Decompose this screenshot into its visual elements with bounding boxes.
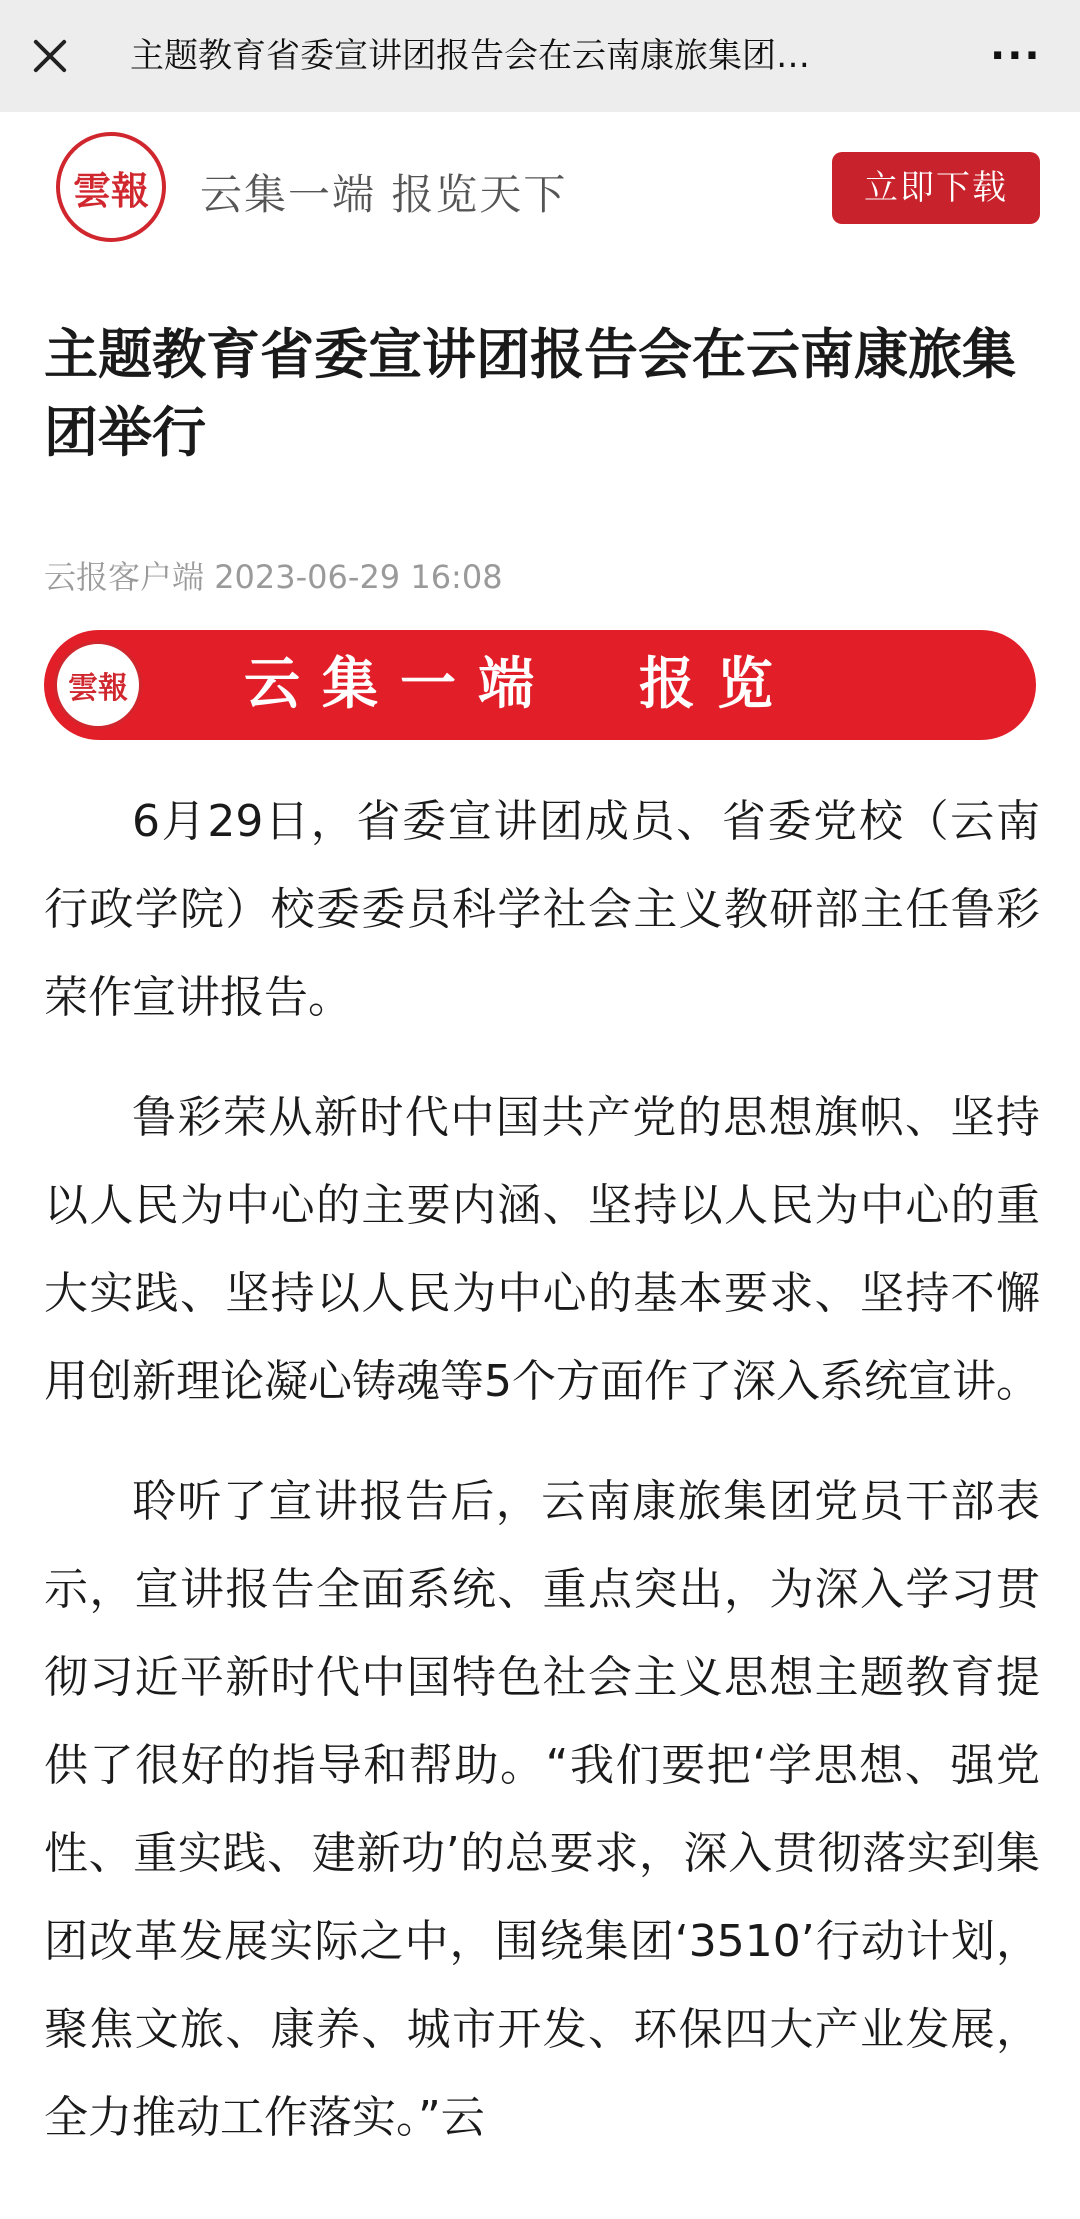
article-paragraph: 6月29日，省委宣讲团成员、省委党校（云南行政学院）校委委员科学社会主义教研部主任鲁彩荣作宣讲报告。 — [44, 796, 1040, 1023]
yunbao-logo: 雲報 — [56, 132, 166, 242]
banner-logo: 雲報 — [54, 641, 142, 729]
article-paragraph: 聆听了宣讲报告后，云南康旅集团党员干部表示，宣讲报告全面系统、重点突出，为深入学习贯彻习近平新时代中国特色社会主义思想主题教育提供了很好的指导和帮助。“我们要把‘学思想、强党性、重实践、建新功’的总要求，深入贯彻落实到集团改革发展实际之中，围绕集团‘3510’行动计划，聚焦文旅、康养、城市开发、环保四大产业发展，全力推动工作落实。”云 — [44, 1476, 1040, 2143]
article-title: 主题教育省委宣讲团报告会在云南康旅集团举行 — [44, 323, 1016, 464]
article-meta — [44, 552, 503, 598]
app-promo-bar — [0, 112, 1080, 262]
more-icon[interactable]: ··· — [990, 33, 1042, 79]
close-icon[interactable] — [28, 34, 72, 78]
brand-slogan: 云集一端 报览天下 — [200, 170, 568, 219]
brand-banner — [44, 630, 1036, 740]
banner-text: 云集一端 报览 — [244, 652, 795, 717]
article-paragraph: 鲁彩荣从新时代中国共产党的思想旗帜、坚持以人民为中心的主要内涵、坚持以人民为中心的重大实践、坚持以人民为中心的基本要求、坚持不懈用创新理论凝心铸魂等5个方面作了深入系统宣讲。 — [44, 1092, 1040, 1407]
article-datetime: 2023-06-29 16:08 — [214, 558, 503, 596]
top-nav-bar — [0, 0, 1080, 112]
page-title: 主题教育省委宣讲团报告会在云南康旅集团… — [130, 36, 810, 76]
article-body — [44, 778, 1040, 2194]
download-button[interactable]: 立即下载 — [832, 152, 1040, 224]
article-source: 云报客户端 — [44, 558, 205, 596]
